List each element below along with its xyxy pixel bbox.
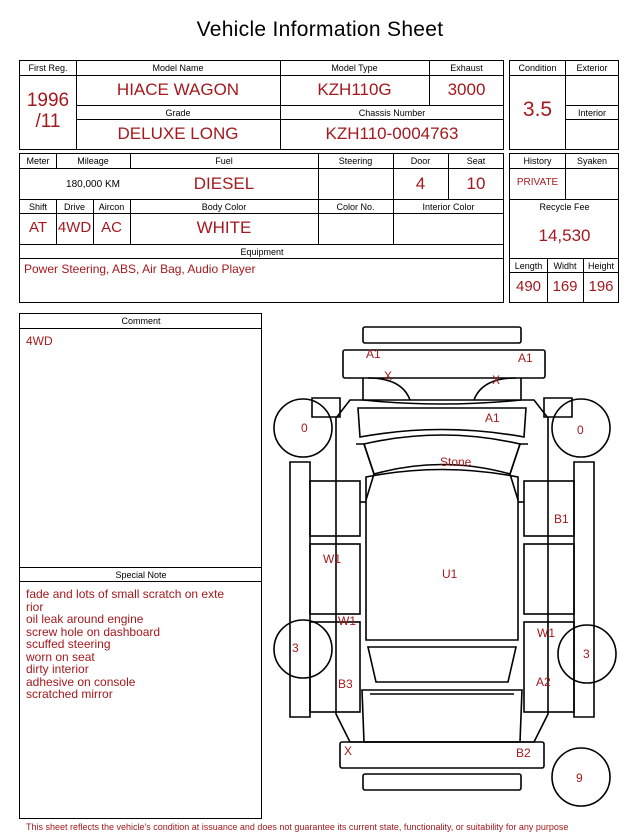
model-type-label: Model Type <box>331 63 378 73</box>
left-panel-1 <box>310 481 360 536</box>
mark-roof: U1 <box>442 567 458 581</box>
mark-tire-rear-left: 3 <box>292 641 299 655</box>
roof <box>366 470 518 641</box>
exterior-label: Exterior <box>576 63 608 73</box>
main-info-table <box>19 60 504 150</box>
comment-box <box>19 313 262 819</box>
condition-score: 3.5 <box>522 98 553 121</box>
shift-value: AT <box>28 219 48 236</box>
mark-front-fender-right: B1 <box>554 512 569 526</box>
special-note-line: dirty interior <box>26 662 89 676</box>
syaken-label: Syaken <box>576 156 608 166</box>
disclaimer-footer: This sheet reflects the vehicle's condition at issuance and does not guarantee its current state, functionality, or suitability for any purpose <box>26 822 569 832</box>
length-value: 490 <box>515 278 542 295</box>
right-panel-2 <box>524 544 574 614</box>
fuel-label: Fuel <box>215 156 233 166</box>
fuel-value: DIESEL <box>193 174 255 193</box>
drive-value: 4WD <box>57 219 92 236</box>
seat-label: Seat <box>466 156 486 166</box>
model-type-value: KZH110G <box>317 80 392 99</box>
mark-windshield: Stone <box>440 455 472 469</box>
steering-label: Steering <box>338 156 373 166</box>
length-label: Length <box>514 261 543 271</box>
mark-tire-rear-right: 3 <box>583 647 590 661</box>
mark-headlight-left: X <box>384 369 393 383</box>
aircon-label: Aircon <box>98 202 125 212</box>
car-damage-diagram <box>270 322 630 817</box>
mark-rear-door-right: W1 <box>537 626 555 640</box>
mark-front-door-left: W1 <box>323 552 341 566</box>
special-note-line: screw hole on dashboard <box>26 624 161 639</box>
special-note-line: scuffed steering <box>26 637 111 651</box>
door-value: 4 <box>415 174 426 193</box>
equipment-value: Power Steering, ABS, Air Bag, Audio Player <box>24 262 256 276</box>
comment-label: Comment <box>121 316 161 326</box>
color-no-label: Color No. <box>336 202 375 212</box>
grade-value: DELUXE LONG <box>117 124 239 143</box>
drive-label: Drive <box>63 202 85 212</box>
first-reg-label: First Reg. <box>28 63 68 73</box>
spec-table <box>19 153 504 303</box>
mark-rear-quarter-left: B3 <box>338 677 353 691</box>
mark-tire-front-right: 0 <box>577 423 584 437</box>
rear-window <box>368 647 516 682</box>
aircon-value: AC <box>101 219 122 236</box>
recycle-fee-value: 14,530 <box>538 226 591 245</box>
left-panel-3 <box>310 622 360 712</box>
mark-front-bumper-left: A1 <box>366 347 381 361</box>
model-name-label: Model Name <box>152 63 204 73</box>
first-reg-year: 1996 <box>26 90 70 111</box>
first-reg-month: /11 <box>35 111 61 132</box>
special-note-line: fade and lots of small scratch on exte <box>26 587 225 601</box>
special-note-line: oil leak around engine <box>26 612 144 626</box>
meter-label: Meter <box>26 156 50 166</box>
mileage-label: Mileage <box>77 156 109 166</box>
rear-bumper <box>340 742 544 768</box>
right-panel-1 <box>524 481 574 536</box>
special-note-line: rior <box>26 599 44 614</box>
chassis-number-value: KZH110-0004763 <box>325 124 459 143</box>
tailgate <box>362 690 522 742</box>
height-value: 196 <box>588 278 614 295</box>
mark-tailgate-left: X <box>344 744 353 758</box>
special-note-line: worn on seat <box>26 649 95 664</box>
mark-hood: A1 <box>485 411 500 425</box>
mark-headlight-right: X <box>492 373 501 387</box>
width-label: Widht <box>553 261 577 271</box>
grade-label: Grade <box>165 108 191 118</box>
tire-rear-left <box>274 620 332 678</box>
rear-bar <box>363 774 521 790</box>
mileage-value: 180,000 KM <box>66 179 120 190</box>
hood <box>358 408 526 437</box>
body-color-value: WHITE <box>196 218 252 237</box>
shift-label: Shift <box>28 202 47 212</box>
page-title: Vehicle Information Sheet <box>196 18 444 41</box>
special-note-label: Special Note <box>115 570 167 580</box>
mark-rear-door-left: W1 <box>338 614 356 628</box>
mark-spare-tire: 9 <box>576 771 583 785</box>
exhaust-label: Exhaust <box>450 63 483 73</box>
seat-value: 10 <box>466 174 486 193</box>
condition-table <box>509 60 619 150</box>
history-table <box>509 153 619 303</box>
equipment-label: Equipment <box>240 247 284 257</box>
special-note-line: scratched mirror <box>26 687 113 701</box>
special-note-line: adhesive on console <box>26 674 136 689</box>
special-note-list <box>26 588 258 701</box>
chassis-number-label: Chassis Number <box>358 108 426 118</box>
comment-text: 4WD <box>26 334 53 348</box>
interior-label: Interior <box>577 108 606 118</box>
body-color-label: Body Color <box>201 202 247 212</box>
front-bar <box>363 327 521 343</box>
interior-color-label: Interior Color <box>422 202 475 212</box>
height-label: Height <box>587 261 614 271</box>
history-value: PRIVATE <box>516 177 559 188</box>
model-name-value: HIACE WAGON <box>116 80 240 99</box>
mirror-right <box>544 398 572 417</box>
mirror-left <box>312 398 340 417</box>
mark-rear-quarter-right: A2 <box>536 675 551 689</box>
condition-label: Condition <box>518 63 557 73</box>
history-label: History <box>523 156 552 166</box>
door-label: Door <box>410 156 431 166</box>
width-value: 169 <box>552 278 578 295</box>
mark-tire-front-left: 0 <box>301 421 308 435</box>
mark-front-bumper-right: A1 <box>518 351 533 365</box>
mark-rear-bumper-right: B2 <box>516 746 531 760</box>
recycle-fee-label: Recycle Fee <box>539 202 590 212</box>
exhaust-value: 3000 <box>447 80 486 99</box>
